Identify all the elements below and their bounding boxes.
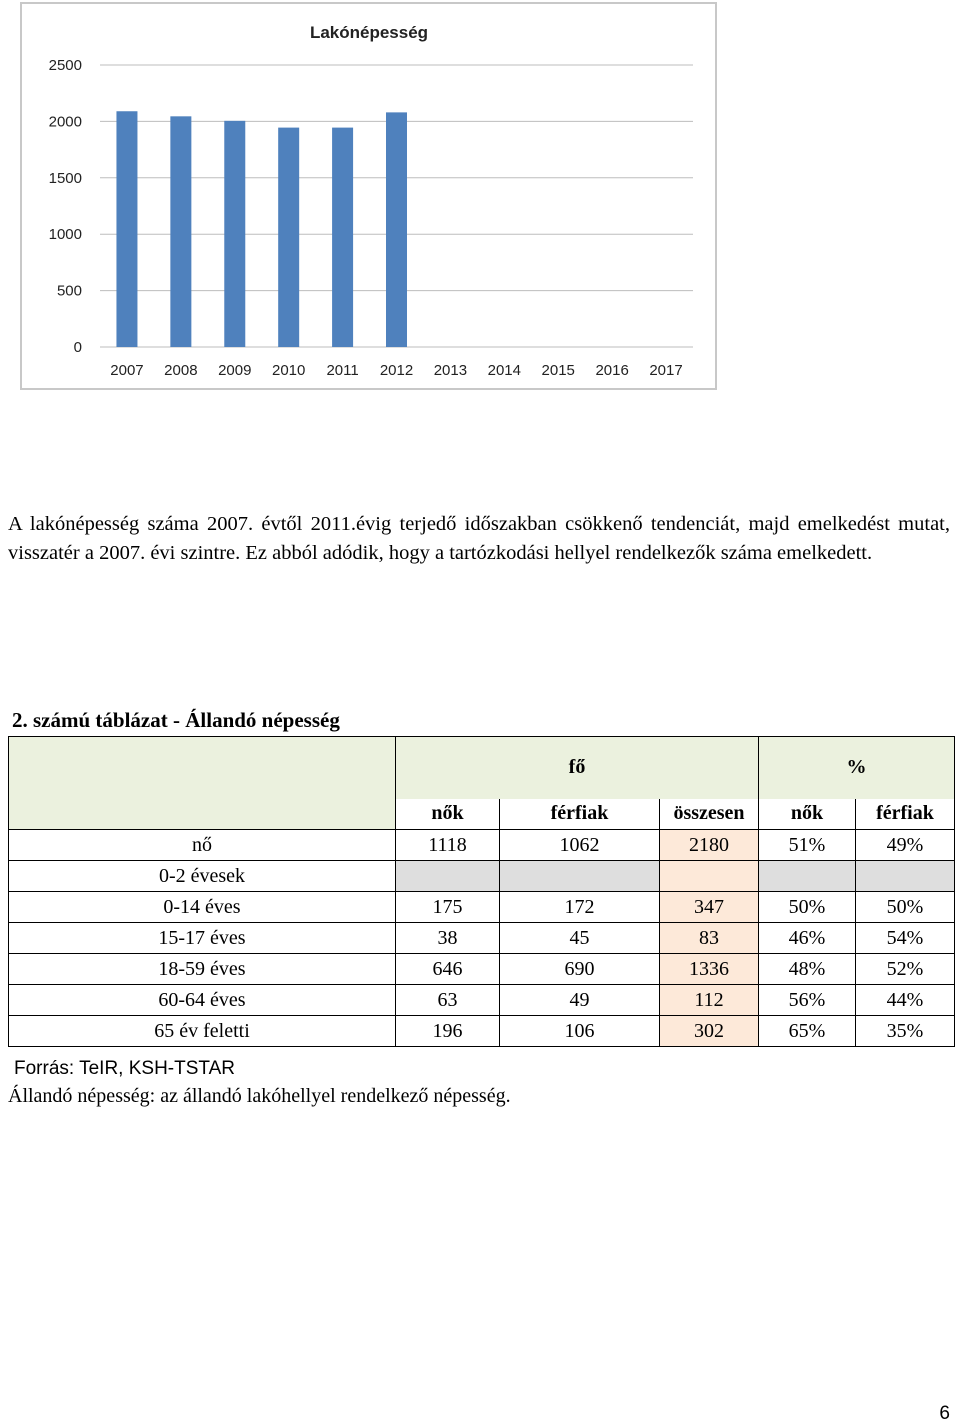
chart-svg bbox=[22, 4, 715, 388]
subheader-nok-fo: nők bbox=[396, 799, 500, 830]
subheader-ferfiak-pct: férfiak bbox=[856, 799, 955, 830]
bar bbox=[386, 112, 407, 347]
x-tick-label: 2010 bbox=[271, 362, 306, 379]
table-cell bbox=[660, 861, 759, 892]
row-label: 65 év feletti bbox=[9, 1016, 396, 1047]
table-cell: 196 bbox=[396, 1016, 500, 1047]
table-cell: 646 bbox=[396, 954, 500, 985]
table-cell: 50% bbox=[856, 892, 955, 923]
table-cell: 50% bbox=[759, 892, 856, 923]
table-cell bbox=[396, 861, 500, 892]
table-cell: 83 bbox=[660, 923, 759, 954]
table-cell: 2180 bbox=[660, 830, 759, 861]
header-pct bbox=[759, 737, 955, 799]
table-cell: 347 bbox=[660, 892, 759, 923]
population-chart bbox=[20, 2, 717, 390]
header-fo bbox=[396, 737, 759, 799]
chart-title: Lakónépesség bbox=[309, 23, 429, 42]
table-row bbox=[9, 861, 955, 892]
table-cell: 65% bbox=[759, 1016, 856, 1047]
table-cell: 44% bbox=[856, 985, 955, 1016]
table-cell: 38 bbox=[396, 923, 500, 954]
y-tick-label: 2000 bbox=[48, 113, 82, 131]
x-tick-label: 2008 bbox=[164, 362, 198, 379]
table-row bbox=[9, 954, 955, 985]
row-label: 60-64 éves bbox=[9, 985, 396, 1016]
x-tick-label: 2012 bbox=[379, 362, 414, 379]
table-cell: 51% bbox=[759, 830, 856, 861]
x-tick-label: 2009 bbox=[218, 362, 252, 379]
y-tick-label: 1000 bbox=[48, 226, 82, 244]
bar bbox=[278, 128, 299, 347]
table-caption: 2. számú táblázat - Állandó népesség bbox=[12, 708, 340, 732]
subheader-osszesen: összesen bbox=[660, 799, 759, 830]
x-tick-label: 2014 bbox=[487, 362, 522, 379]
bar bbox=[170, 116, 191, 347]
table-cell: 690 bbox=[500, 954, 660, 985]
row-label: 0-14 éves bbox=[9, 892, 396, 923]
table-cell: 1118 bbox=[396, 830, 500, 861]
bar bbox=[224, 121, 245, 347]
population-table bbox=[8, 736, 955, 1047]
table-header-row bbox=[9, 737, 955, 799]
subheader-nok-pct: nők bbox=[759, 799, 856, 830]
table-cell: 302 bbox=[660, 1016, 759, 1047]
table-row bbox=[9, 830, 955, 861]
table-cell: 49 bbox=[500, 985, 660, 1016]
table-cell: 1062 bbox=[500, 830, 660, 861]
definition-line: Állandó népesség: az állandó lakóhellyel rendelkező népesség. bbox=[8, 1085, 511, 1107]
x-tick-label: 2007 bbox=[110, 362, 144, 379]
row-label: nő bbox=[9, 830, 396, 861]
row-label: 18-59 éves bbox=[9, 954, 396, 985]
row-label: 0-2 évesek bbox=[9, 861, 396, 892]
table-cell: 1336 bbox=[660, 954, 759, 985]
table-cell: 112 bbox=[660, 985, 759, 1016]
table-cell bbox=[856, 861, 955, 892]
x-tick-label: 2017 bbox=[649, 362, 683, 379]
table-cell: 175 bbox=[396, 892, 500, 923]
x-tick-label: 2015 bbox=[541, 362, 575, 379]
body-paragraph: A lakónépesség száma 2007. évtől 2011.évig terjedő időszakban csökkenő tendenciát, majd emelkedést mutat, visszatér a 2007. évi szintre. Ez abból adódik, hogy a tartózkodási hellyel rendelkezők száma emelkedett. bbox=[8, 513, 950, 564]
table-row bbox=[9, 985, 955, 1016]
table-corner-cell bbox=[9, 737, 396, 830]
table-cell: 48% bbox=[759, 954, 856, 985]
y-tick-label: 0 bbox=[73, 339, 82, 356]
header-pct-label: % bbox=[846, 756, 867, 779]
y-tick-label: 2500 bbox=[48, 57, 82, 74]
table-row bbox=[9, 892, 955, 923]
y-tick-label: 500 bbox=[56, 282, 82, 300]
table-row bbox=[9, 1016, 955, 1047]
table-row bbox=[9, 923, 955, 954]
table-cell: 56% bbox=[759, 985, 856, 1016]
table-cell: 106 bbox=[500, 1016, 660, 1047]
table-cell: 52% bbox=[856, 954, 955, 985]
table-cell: 46% bbox=[759, 923, 856, 954]
page-number: 6 bbox=[939, 1403, 950, 1424]
y-tick-label: 1500 bbox=[48, 169, 82, 187]
table-cell bbox=[759, 861, 856, 892]
x-tick-label: 2016 bbox=[595, 362, 629, 379]
table-cell: 63 bbox=[396, 985, 500, 1016]
bar bbox=[116, 111, 137, 347]
row-label: 15-17 éves bbox=[9, 923, 396, 954]
table-cell bbox=[500, 861, 660, 892]
header-fo-label: fő bbox=[568, 756, 586, 779]
subheader-ferfiak-fo: férfiak bbox=[500, 799, 660, 830]
bar bbox=[332, 128, 353, 347]
table-cell: 49% bbox=[856, 830, 955, 861]
table-cell: 35% bbox=[856, 1016, 955, 1047]
table-cell: 172 bbox=[500, 892, 660, 923]
source-line: Forrás: TeIR, KSH-TSTAR bbox=[14, 1058, 235, 1079]
table-cell: 45 bbox=[500, 923, 660, 954]
x-tick-label: 2013 bbox=[433, 362, 468, 379]
x-tick-label: 2011 bbox=[326, 362, 359, 379]
table-cell: 54% bbox=[856, 923, 955, 954]
